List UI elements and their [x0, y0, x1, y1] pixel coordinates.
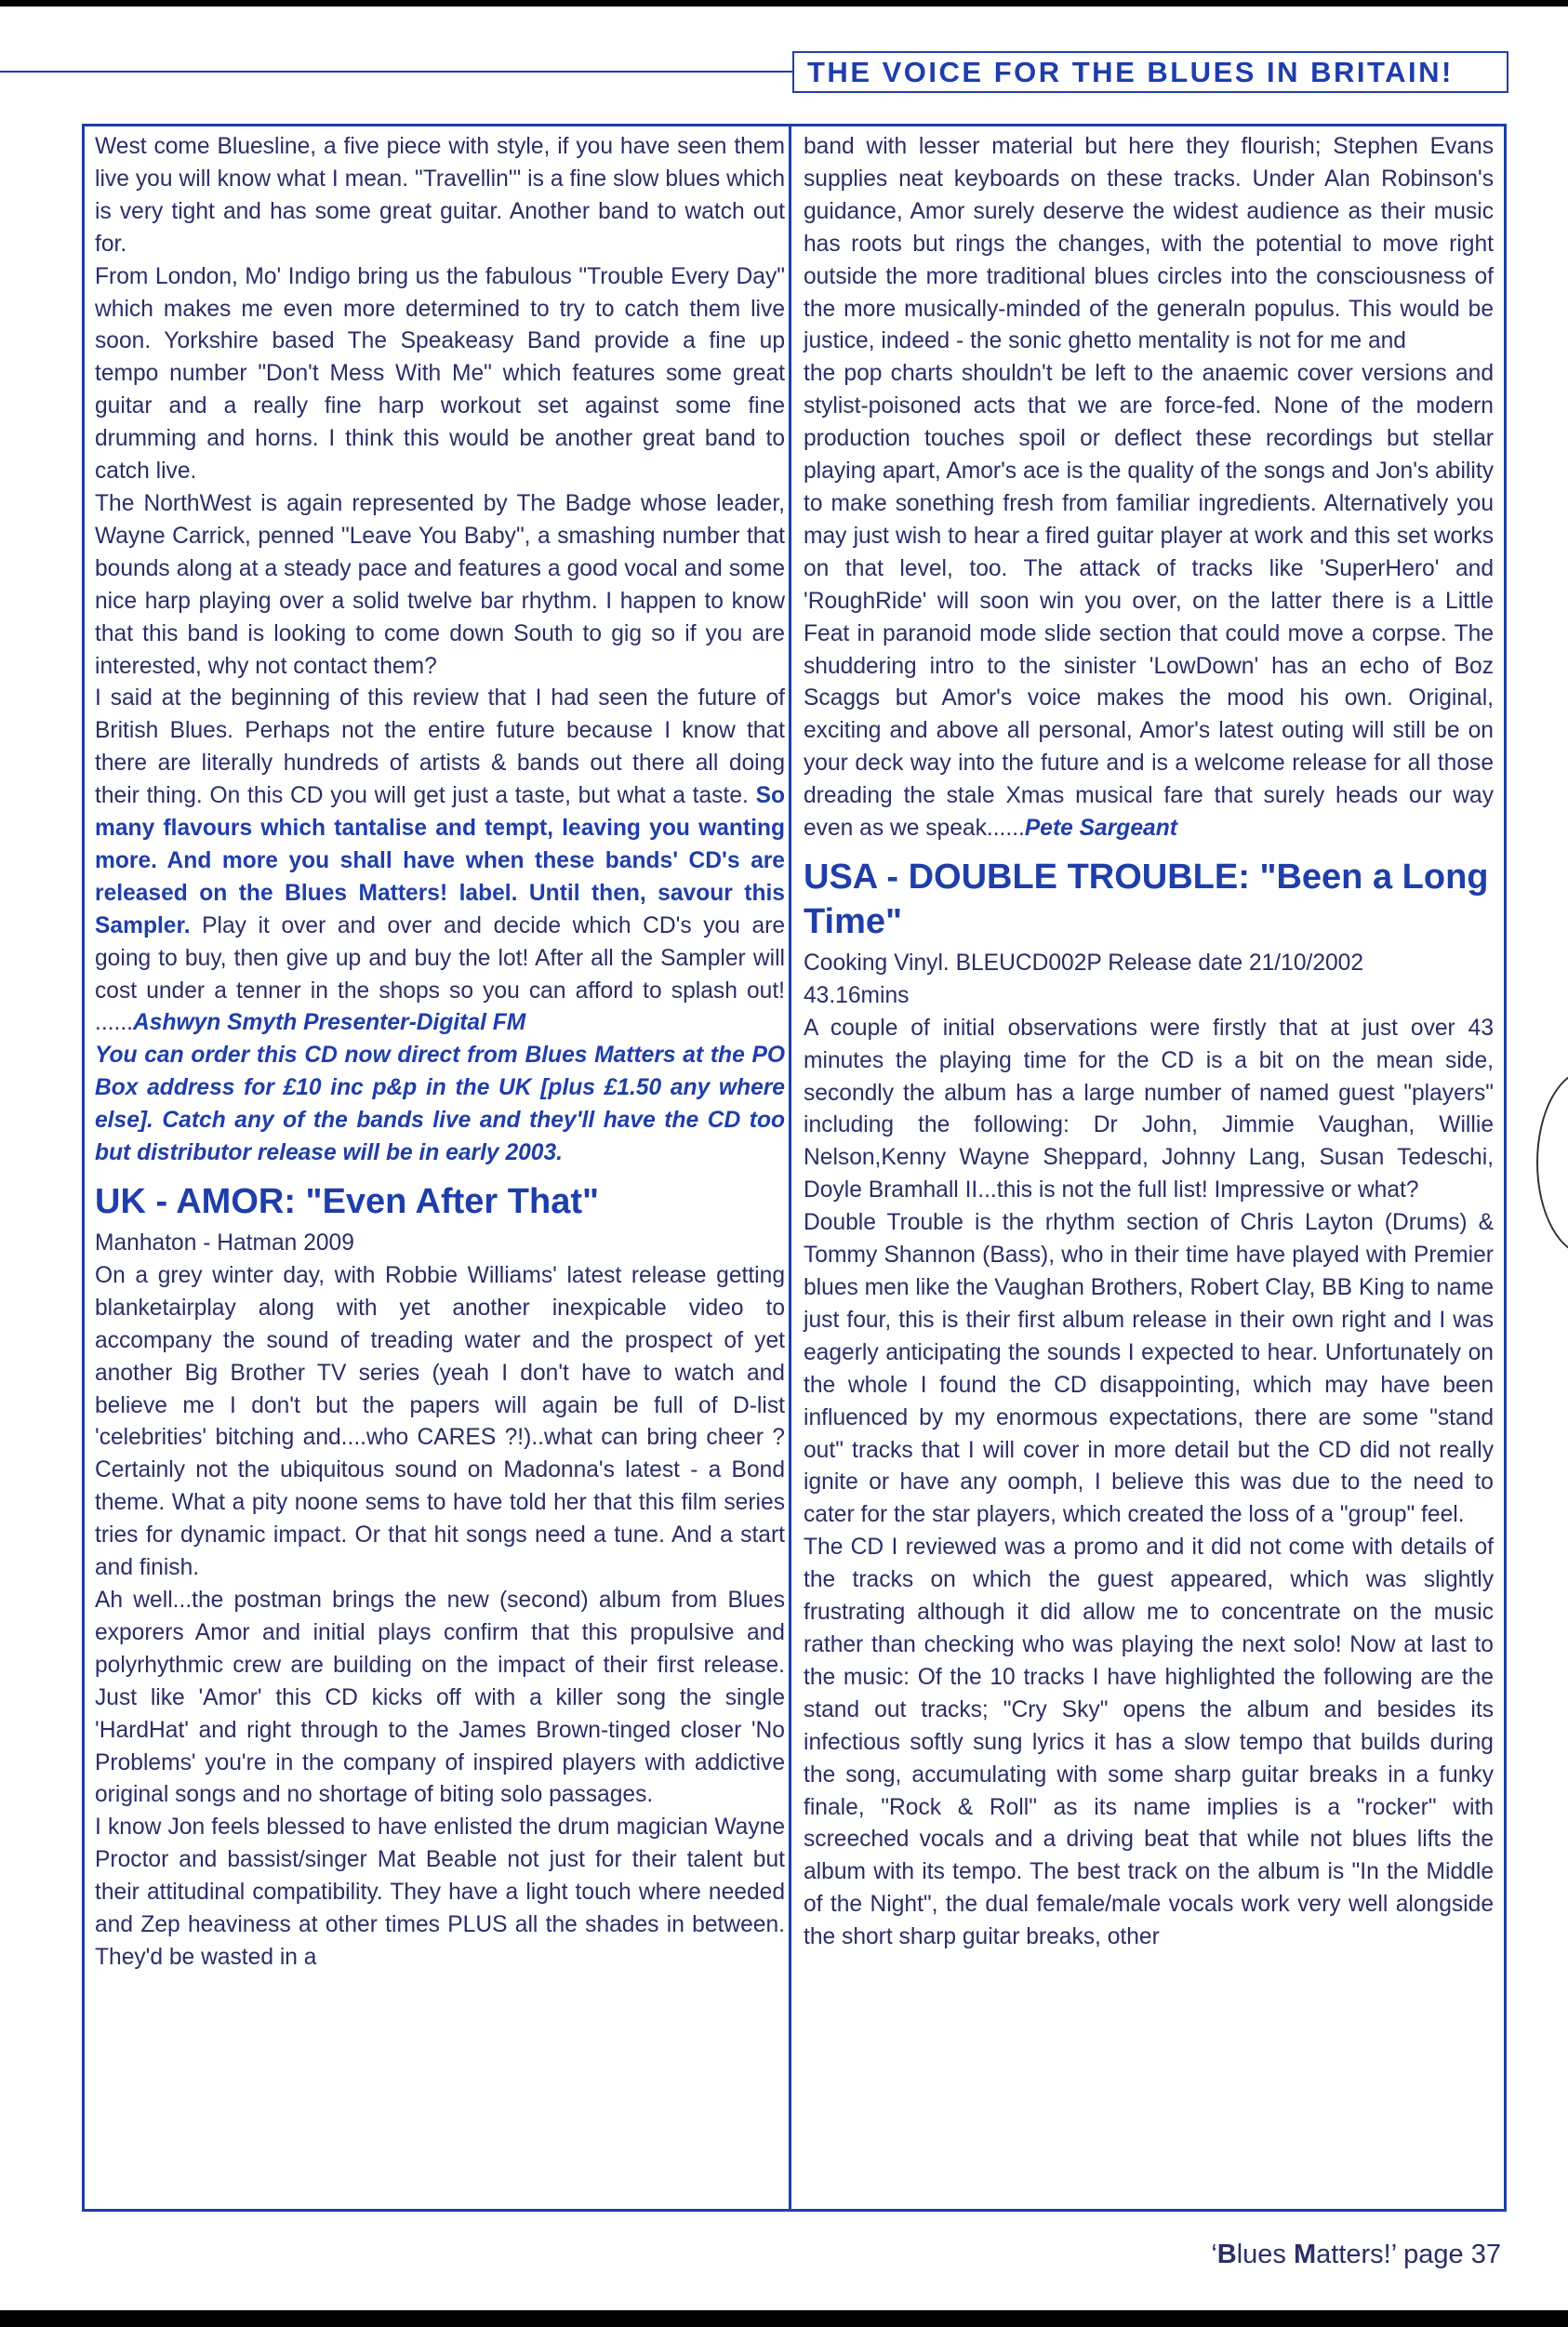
sampler-text-b: Play it over and over and decide which CD's you are going to buy, then give up and buy the lot! After all the Sampler will cost under a tenner in the shops so you can afford to splash out! ......: [95, 912, 785, 1036]
paragraph-postman: Ah well...the postman brings the new (second) album from Blues exporers Amor and initial plays confirm that this propulsive and polyrhythmic crew are building on the impact of their first release. Just like 'Amor' this CD kicks off with a killer song the single 'HardHat' and right through to the James Brown-tinged closer 'No Problems' you're in the company of inspired players with addictive original songs and no shortage of biting solo passages.: [95, 1587, 785, 1808]
footer-page-number: page 37: [1396, 2240, 1501, 2269]
column-divider: [789, 124, 791, 2212]
paragraph-lesser-material: band with lesser material but here they flourish; Stephen Evans supplies neat keyboards on these tracks. Under Alan Robinson's guidance, Amor surely deserve the widest audience as their music has roots but rings the changes, with the potential to move right outside the more traditional blues circles into the consciousness of the more musically-minded of the generaln populus. This would be justice, indeed - the sonic ghetto mentality is not for me and: [804, 134, 1494, 354]
order-notice: You can order this CD now direct from Blues Matters at the PO Box address for £10 inc p&p in the UK [plus £1.50 any where else]. Catch any of the bands live and they'll have the CD too but distributor release will be in early 2003.: [95, 1043, 785, 1166]
bottom-black-strip: [0, 2310, 1568, 2327]
paragraph-pop-charts: [804, 358, 1494, 845]
review-meta-amor: Manhaton - Hatman 2009: [95, 1230, 354, 1256]
page-footer: [1148, 2240, 1501, 2270]
review-meta-label: Cooking Vinyl. BLEUCD002P Release date 21/10/2002: [804, 950, 1364, 976]
paragraph-sampler: [95, 683, 785, 1040]
review-meta-duration: 43.16mins: [804, 982, 910, 1008]
review-title-double-trouble: USA - DOUBLE TROUBLE: "Been a Long Time": [804, 857, 1489, 941]
left-column: [95, 131, 785, 1975]
reviewer-byline: Ashwyn Smyth Presenter-Digital FM: [133, 1010, 526, 1036]
paragraph-bluesline: West come Bluesline, a five piece with style, if you have seen them live you will know what I mean. "Travellin'" is a fine slow blues which is very tight and has some great guitar. Another band to watch out for.: [95, 134, 785, 257]
sampler-text-a: I said at the beginning of this review that I had seen the future of British Blues. Perhaps not the entire future because I know that there are literally hundreds of artists & bands out there all doing their thing. On this CD you will get just a taste, but what a taste.: [95, 685, 785, 809]
paragraph-initial-observations: A couple of initial observations were firstly that at just over 43 minutes the playing time for the CD is a bit on the mean side, secondly the album has a large number of named guest "players" including the following: Dr John, Jimmie Vaughan, Willie Nelson,Kenny Wayne Sheppard, Johnny Lang, Susan Tedeschi, Doyle Bramhall II...this is not the full list! Impressive or what?: [804, 1015, 1494, 1203]
right-column: [804, 131, 1494, 1954]
paragraph-grey-winter: On a grey winter day, with Robbie Williams' latest release getting blanketairplay along with yet another inexpicable video to accompany the sound of treading water and the prospect of yet another Big Brother TV series (yeah I don't have to watch and believe me I don't but the papers will again be full of D-list 'celebrities' bitching and....who CARES ?!)..what can bring cheer ? Certainly not the ubiquitous sound on Madonna's latest - a Bond theme. What a pity noone sems to have told her that this film series tries for dynamic impact. Or that hit songs need a tune. And a start and finish.: [95, 1262, 785, 1581]
header-banner: THE VOICE FOR THE BLUES IN BRITAIN!: [792, 51, 1508, 93]
footer-m-cap: M: [1293, 2240, 1317, 2269]
paragraph-rhythm-section: Double Trouble is the rhythm section of Chris Layton (Drums) & Tommy Shannon (Bass), who in their time have played with Premier blues men like the Vaughan Brothers, Robert Clay, BB King to name just four, this is their first album release in their own right and I was eagerly anticipating the sounds I expected to hear. Unfortunately on the whole I found the CD disappointing, which may have been influenced by my enormous expectations, there are some "stand out" tracks that I will cover in more detail but the CD did not really ignite or have any oomph, I believe this was due to the need to cater for the star players, which created the loss of a "group" feel.: [804, 1210, 1494, 1528]
paragraph-the-badge: The NorthWest is again represented by The Badge whose leader, Wayne Carrick, penned "Leave You Baby", a smashing number that bounds along at a steady pace and features a good vocal and some nice harp playing over a solid twelve bar rhythm. I happen to know that this band is looking to come down South to gig so if you are interested, why not contact them?: [95, 490, 785, 679]
review-title-amor: UK - AMOR: "Even After That": [95, 1182, 600, 1221]
reviewer-byline: Pete Sargeant: [1024, 816, 1177, 842]
paragraph-promo: The CD I reviewed was a promo and it did not come with details of the tracks on which the guest appeared, which was slightly frustrating although it did allow me to concentrate on the music rather than checking who was playing the next solo! Now at last to the music: Of the 10 tracks I have highlighted the following are the stand out tracks; "Cry Sky" opens the album and besides its infectious softly sung lyrics it has a slow tempo that builds during the song, accumulating with some sharp guitar breaks in a funky finale, "Rock & Roll" as its name implies is a "rocker" with screeched vocals and a driving beat that while not blues lifts the album with its tempo. The best track on the album is "In the Middle of the Night", the dual female/male vocals work very well alongside the short sharp guitar breaks, other: [804, 1535, 1494, 1950]
footer-b-cap: B: [1216, 2240, 1237, 2269]
footer-b-rest: lues: [1236, 2240, 1294, 2269]
footer-open-quote: ‘: [1211, 2240, 1217, 2269]
header-rule: [0, 71, 792, 73]
paragraph-jon: I know Jon feels blessed to have enlisted the drum magician Wayne Proctor and bassist/singer Mat Beable not just for their talent but their attitudinal compatibility. They have a light touch where needed and Zep heaviness at other times PLUS all the shades in between. They'd be wasted in a: [95, 1815, 785, 1970]
footer-m-rest: atters!’: [1316, 2240, 1397, 2269]
decorative-arc: [1536, 1070, 1568, 1256]
top-black-strip: [0, 0, 1568, 7]
pop-charts-text: the pop charts shouldn't be left to the anaemic cover versions and stylist-poisoned acts that we are force-fed. None of the modern production touches spoil or deflect these recordings but stellar playing apart, Amor's ace is the quality of the songs and Jon's ability to make sonething fresh from familiar ingredients. Alternatively you may just wish to hear a fired guitar player at work and this set works on that level, too. The attack of tracks like 'SuperHero' and 'RoughRide' will soon win you over, on the latter there is a Little Feat in paranoid mode slide section that could move a corpse. The shuddering intro to the sinister 'LowDown' has an echo of Boz Scaggs but Amor's voice makes the mood his own. Original, exciting and above all personal, Amor's latest outing will still be on your deck way into the future and is a welcome release for all those dreading the stale Xmas musical fare that surely heads our way even as we speak......: [804, 361, 1494, 842]
paragraph-mo-indigo: From London, Mo' Indigo bring us the fabulous "Trouble Every Day" which makes me even more determined to try to catch them live soon. Yorkshire based The Speakeasy Band provide a fine up tempo number "Don't Mess With Me" which features some great guitar and a really fine harp workout set against some fine drumming and horns. I think this would be another great band to catch live.: [95, 263, 785, 485]
sampler-highlight: So many flavours which tantalise and tempt, leaving you wanting more. And more you shall have when these bands' CD's are released on the Blues Matters! label. Until then, savour this Sampler.: [95, 783, 785, 938]
